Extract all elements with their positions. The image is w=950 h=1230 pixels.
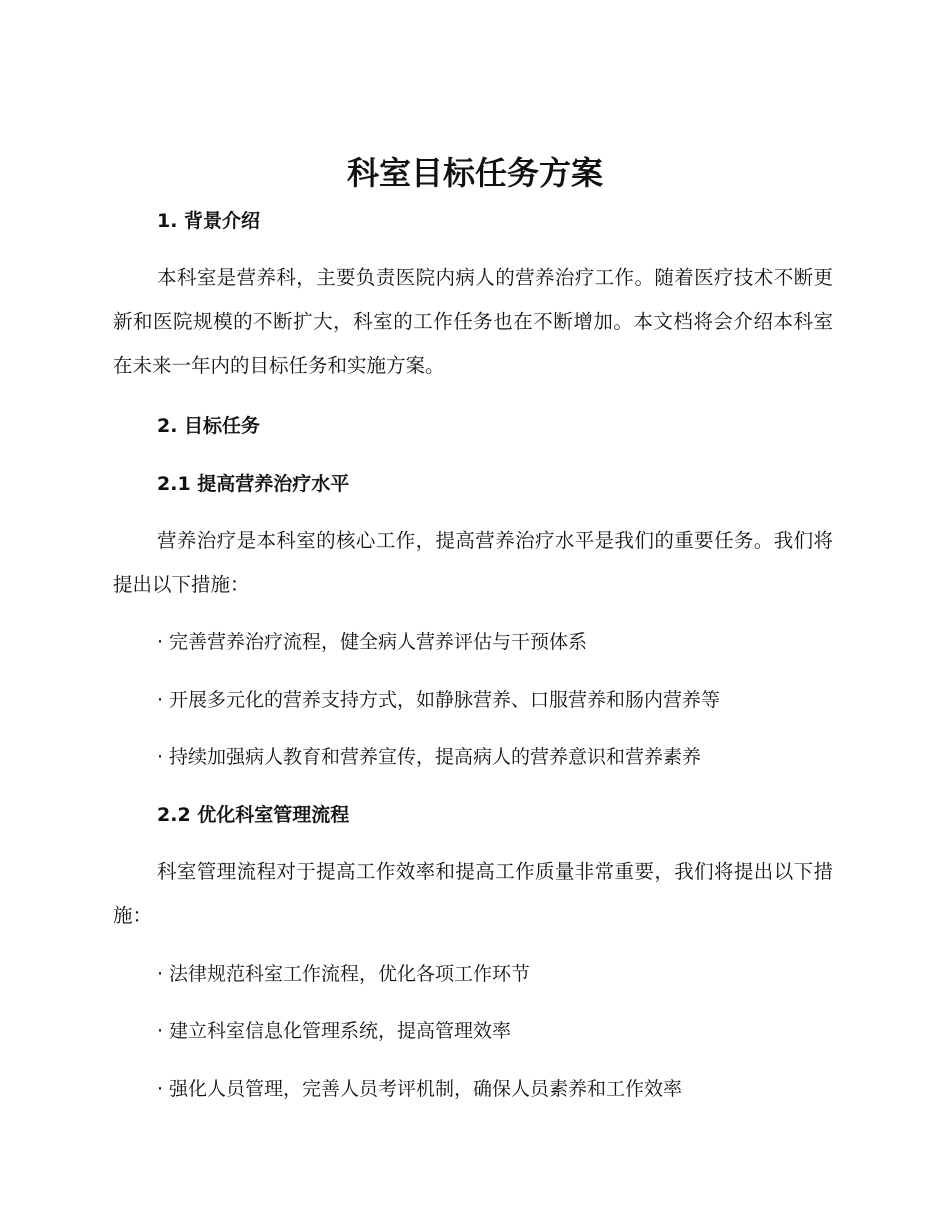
- bullet-dot: ·: [157, 746, 164, 768]
- bullet-dot: ·: [157, 963, 164, 985]
- section-heading-background: 1. 背景介绍: [157, 210, 261, 232]
- bullet-dot: ·: [157, 1020, 164, 1042]
- bullet-item: [157, 960, 530, 988]
- bullet-item: [157, 743, 701, 771]
- bullet-text: 完善营养治疗流程，健全病人营养评估与干预体系: [169, 631, 588, 653]
- subsection-heading-nutrition: 2.1 提高营养治疗水平: [157, 473, 350, 495]
- bullet-item: [157, 628, 587, 656]
- bullet-item: [157, 1075, 682, 1103]
- bullet-text: 开展多元化的营养支持方式，如静脉营养、口服营养和肠内营养等: [169, 689, 721, 711]
- bullet-text: 建立科室信息化管理系统，提高管理效率: [169, 1020, 512, 1042]
- bullet-text: 强化人员管理，完善人员考评机制，确保人员素养和工作效率: [169, 1078, 683, 1100]
- document-title: 科室目标任务方案: [346, 154, 603, 192]
- bullet-dot: ·: [157, 1078, 164, 1100]
- bullet-item: [157, 686, 720, 714]
- bullet-text: 持续加强病人教育和营养宣传，提高病人的营养意识和营养素养: [169, 746, 702, 768]
- bullet-dot: ·: [157, 631, 164, 653]
- management-paragraph: 科室管理流程对于提高工作效率和提高工作质量非常重要，我们将提出以下措施：: [113, 860, 833, 927]
- background-paragraph: 本科室是营养科，主要负责医院内病人的营养治疗工作。随着医疗技术不断更新和医院规模的不断扩大，科室的工作任务也在不断增加。本文档将会介绍本科室在未来一年内的目标任务和实施方案。: [113, 266, 833, 377]
- bullet-dot: ·: [157, 689, 164, 711]
- section-heading-goals: 2. 目标任务: [157, 415, 261, 437]
- bullet-text: 法律规范科室工作流程，优化各项工作环节: [169, 963, 531, 985]
- subsection-heading-management: 2.2 优化科室管理流程: [157, 804, 350, 826]
- nutrition-paragraph: 营养治疗是本科室的核心工作，提高营养治疗水平是我们的重要任务。我们将提出以下措施：: [113, 529, 833, 596]
- bullet-item: [157, 1017, 511, 1045]
